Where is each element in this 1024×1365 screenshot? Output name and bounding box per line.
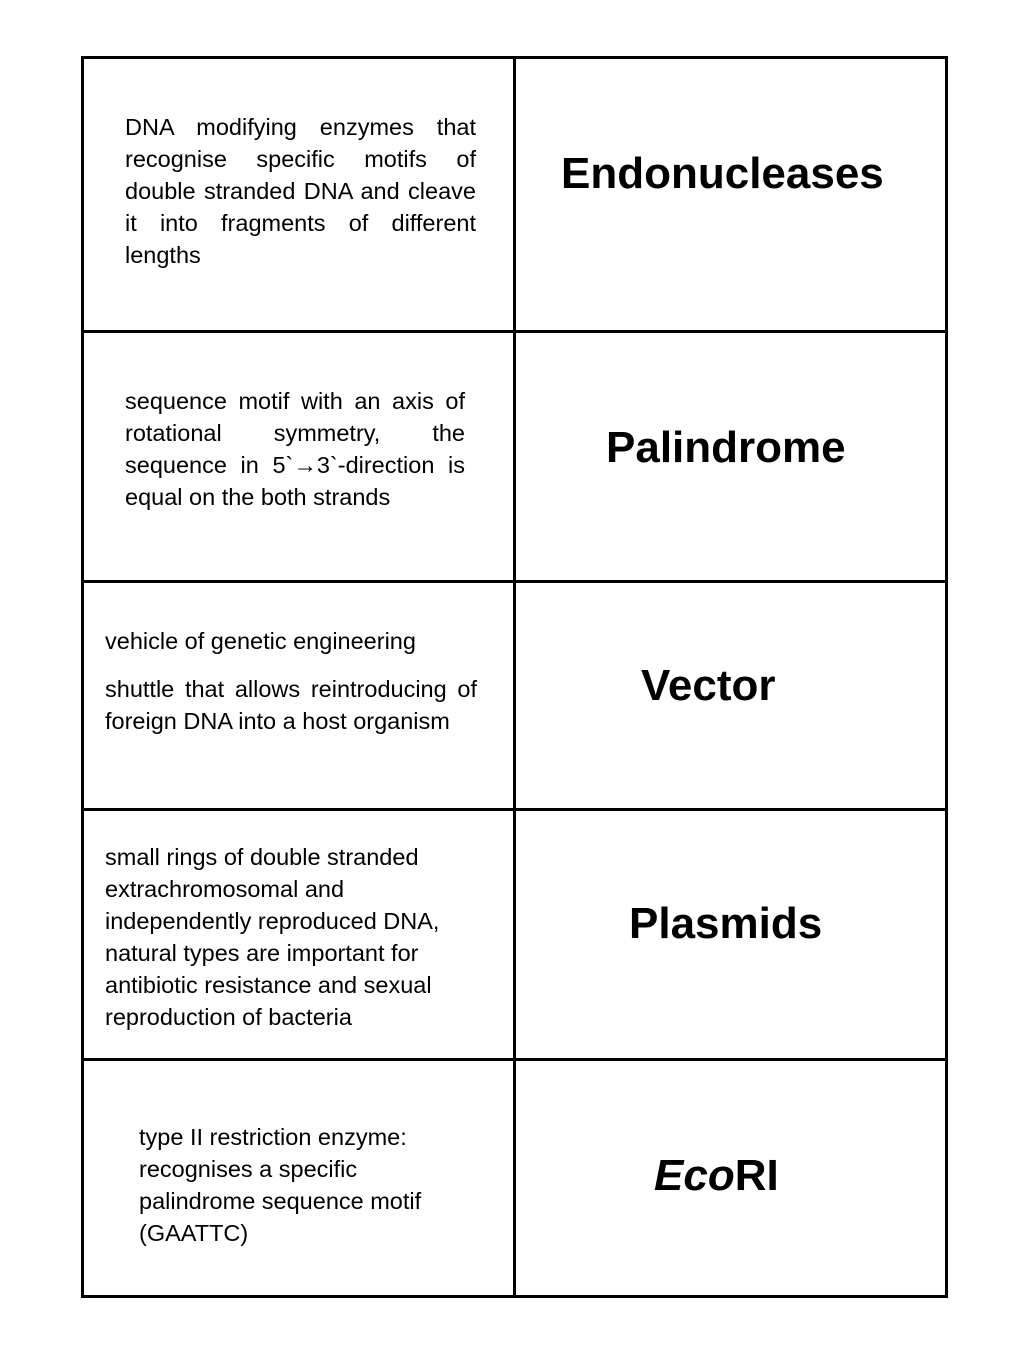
term-label: Endonucleases [561,149,884,198]
card-row-ecori [84,1061,945,1295]
term-italic-part: Eco [654,1151,735,1200]
term-label: Vector [641,661,776,710]
term-label [654,1151,779,1201]
card-row-palindrome [84,333,945,583]
term-label: Palindrome [606,423,846,472]
definition-text [125,111,476,271]
definition-line: sequence motif with an axis of rotational symmetry, the sequence in 5`→3`-direction is equal on the both strands [125,388,465,510]
definition-text [125,385,465,513]
definition-line: small rings of double stranded extrachromosomal and independently reproduced DNA, natural types are important for antibiotic resistance and sexual reproduction of bacteria [105,844,440,1030]
definition-text [105,841,490,1033]
flashcard-table [81,56,948,1298]
definition-text [105,625,477,737]
definition-text [139,1121,459,1249]
definition-line: shuttle that allows reintroducing of foreign DNA into a host organism [105,676,477,734]
term-label: Plasmids [629,899,823,948]
card-row-vector [84,583,945,811]
definition-line: vehicle of genetic engineering [105,628,416,654]
card-row-endonucleases [84,59,945,333]
card-row-plasmids [84,811,945,1061]
definition-line: DNA modifying enzymes that recognise specific motifs of double stranded DNA and cleave it into fragments of different lengths [125,114,476,268]
term-regular-part: RI [734,1151,779,1200]
definition-line: type II restriction enzyme: recognises a specific palindrome sequence motif (GAATTC) [139,1124,422,1246]
